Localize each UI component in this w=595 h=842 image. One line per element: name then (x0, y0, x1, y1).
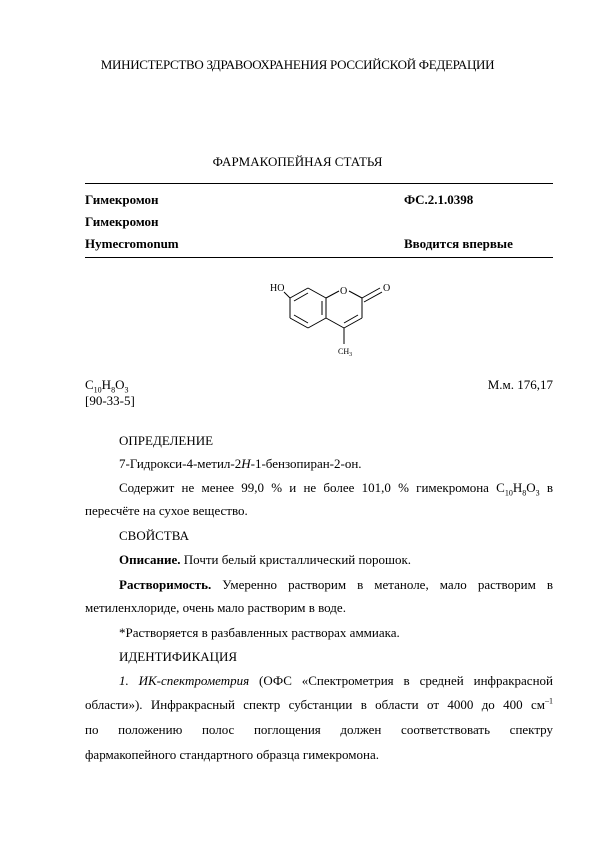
identification-heading: ИДЕНТИФИКАЦИЯ (119, 649, 238, 664)
substance-name-ru: Гимекромон (85, 192, 159, 207)
molecular-formula: $C_{10}H_8O_3$ (85, 377, 129, 395)
substance-name-latin: Hymecromonum (85, 236, 179, 251)
iupac-name: 7-Гидрокси-4-метил-2H-1-бензопиран-2-он. (119, 456, 362, 471)
definition-heading: ОПРЕДЕЛЕНИЕ (119, 433, 214, 448)
structural-formula-diagram (260, 272, 410, 360)
carbonyl-oxygen-label: O (383, 283, 391, 294)
solubility-paragraph: Растворимость. Умеренно растворим в метаноле, мало растворим в (119, 577, 553, 592)
solubility-note: *Растворяется в разбавленных растворах аммиака. (119, 625, 400, 640)
solubility-paragraph-line2: метиленхлориде, очень мало растворим в воде. (85, 600, 346, 615)
introduction-status: Вводится впервые (404, 236, 513, 251)
ring-oxygen-label: O (340, 286, 348, 297)
properties-heading: СВОЙСТВА (119, 528, 189, 543)
molecular-mass: М.м. 176,17 (487, 377, 553, 392)
content-statement-line2: пересчёте на сухое вещество. (85, 503, 248, 518)
description-paragraph: Описание. Почти белый кристаллический порошок. (119, 552, 412, 567)
document-type-title: ФАРМАКОПЕЙНАЯ СТАТЬЯ (212, 154, 383, 169)
cas-number: [90-33-5] (85, 393, 135, 408)
title-block-top-rule (85, 183, 553, 184)
substance-name-ru-2: Гимекромон (85, 214, 159, 229)
ir-paragraph-line2: области»). Инфракрасный спектр субстанции в области от 4000 до 400 $см^{-1}$ (85, 696, 553, 712)
methyl-label: $CH_3$ (338, 347, 353, 358)
content-statement: Содержит не менее 99,0 % и не более 101,0 % гимекромона $C_{10}H_8O_3$ в (119, 480, 554, 498)
title-block-bottom-rule (85, 257, 553, 258)
ministry-header: МИНИСТЕРСТВО ЗДРАВООХРАНЕНИЯ РОССИЙСКОЙ ФЕДЕРАЦИИ (100, 57, 495, 72)
ir-paragraph-line3: по положению полос поглощения должен соответствовать спектру (85, 722, 553, 737)
monograph-code: ФС.2.1.0398 (404, 192, 474, 207)
hydroxy-label: HO (270, 283, 285, 294)
ir-paragraph-line4: фармакопейного стандартного образца гимекромона. (85, 747, 379, 762)
ir-paragraph: 1. ИК-спектрометрия (ОФС «Спектрометрия в средней инфракрасной (119, 673, 553, 688)
